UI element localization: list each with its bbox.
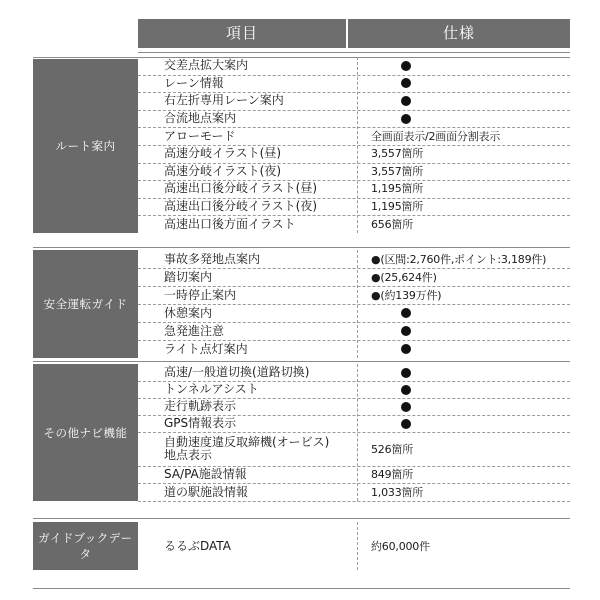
item-value bbox=[371, 215, 569, 233]
supported-dot-cell bbox=[371, 364, 569, 381]
supported-dot-icon bbox=[401, 61, 411, 71]
item-name: 急発進注意 bbox=[164, 323, 225, 338]
table-row bbox=[138, 215, 570, 233]
table-row bbox=[138, 268, 570, 287]
item-name: GPS情報表示 bbox=[164, 416, 237, 430]
table-row bbox=[138, 398, 570, 416]
item-name: るるぶDATA bbox=[164, 538, 231, 553]
section-2 bbox=[0, 364, 600, 501]
item-value-text: ●(区間:2,760件,ポイント:3,189件) bbox=[371, 252, 547, 266]
item-name: 高速分岐イラスト(夜) bbox=[164, 163, 282, 178]
item-value-text: 1,033箇所 bbox=[371, 485, 424, 499]
table-row bbox=[138, 432, 570, 467]
item-value bbox=[371, 483, 569, 501]
table-row bbox=[138, 163, 570, 182]
item-value bbox=[371, 432, 569, 466]
category-label: その他ナビ機能 bbox=[33, 364, 138, 501]
section-divider bbox=[33, 588, 570, 589]
item-value-text: 3,557箇所 bbox=[371, 147, 424, 161]
item-name: 一時停止案内 bbox=[164, 287, 237, 302]
section-3 bbox=[0, 522, 600, 570]
item-value bbox=[371, 127, 569, 145]
item-value bbox=[371, 286, 569, 304]
supported-dot-icon bbox=[401, 114, 411, 124]
table-row bbox=[138, 92, 570, 111]
item-value bbox=[371, 145, 569, 163]
header-spec: 仕様 bbox=[348, 19, 570, 48]
item-name: 高速出口後方面イラスト bbox=[164, 216, 296, 231]
item-name: 右左折専用レーン案内 bbox=[164, 93, 284, 108]
supported-dot-icon bbox=[401, 402, 411, 412]
supported-dot-icon bbox=[401, 385, 411, 395]
item-value-text: 1,195箇所 bbox=[371, 200, 424, 214]
supported-dot-cell bbox=[371, 340, 569, 358]
supported-dot-cell bbox=[371, 398, 569, 415]
table-row bbox=[138, 286, 570, 305]
item-value-text: 3,557箇所 bbox=[371, 164, 424, 178]
item-value-text: 656箇所 bbox=[371, 217, 413, 231]
item-value-text: 849箇所 bbox=[371, 468, 413, 481]
table-row bbox=[138, 180, 570, 199]
item-value bbox=[371, 163, 569, 181]
table-row bbox=[138, 250, 570, 269]
item-value-text: 約60,000件 bbox=[371, 539, 430, 553]
table-row bbox=[138, 466, 570, 484]
item-name: 高速出口後分岐イラスト(昼) bbox=[164, 181, 318, 196]
supported-dot-cell bbox=[371, 57, 569, 75]
table-row bbox=[138, 522, 570, 570]
category-label: 安全運転ガイド bbox=[33, 250, 138, 358]
supported-dot-icon bbox=[401, 419, 411, 429]
item-value bbox=[371, 180, 569, 198]
item-value-text: 1,195箇所 bbox=[371, 182, 424, 196]
item-name: ライト点灯案内 bbox=[164, 341, 248, 356]
header-item: 項目 bbox=[138, 19, 346, 48]
table-row bbox=[138, 110, 570, 129]
table-row bbox=[138, 145, 570, 164]
section-0 bbox=[0, 57, 600, 233]
supported-dot-cell bbox=[371, 322, 569, 340]
table-row bbox=[138, 415, 570, 433]
table-row bbox=[138, 340, 570, 358]
supported-dot-icon bbox=[401, 344, 411, 354]
item-name: 高速/一般道切換(道路切換) bbox=[164, 365, 310, 379]
item-value-text: 全画面表示/2画面分割表示 bbox=[371, 129, 501, 143]
item-value bbox=[371, 250, 569, 268]
item-name-line2: 地点表示 bbox=[164, 448, 213, 462]
table-row bbox=[138, 57, 570, 76]
item-name: SA/PA施設情報 bbox=[164, 467, 247, 481]
supported-dot-cell bbox=[371, 304, 569, 322]
item-name: 踏切案内 bbox=[164, 269, 213, 284]
section-divider bbox=[33, 361, 570, 362]
item-name: 高速出口後分岐イラスト(夜) bbox=[164, 199, 318, 214]
table-row bbox=[138, 483, 570, 502]
item-name: 交差点拡大案内 bbox=[164, 58, 249, 73]
table-row bbox=[138, 304, 570, 323]
supported-dot-cell bbox=[371, 92, 569, 110]
item-value-text: 526箇所 bbox=[371, 442, 413, 456]
category-label: ルート案内 bbox=[33, 59, 138, 233]
table-row bbox=[138, 198, 570, 217]
table-row bbox=[138, 127, 570, 146]
item-name: 事故多発地点案内 bbox=[164, 251, 261, 266]
supported-dot-icon bbox=[401, 326, 411, 336]
supported-dot-cell bbox=[371, 415, 569, 432]
supported-dot-cell bbox=[371, 110, 569, 128]
section-1 bbox=[0, 250, 600, 358]
item-value-text: ●(約139万件) bbox=[371, 288, 442, 302]
supported-dot-cell bbox=[371, 381, 569, 398]
supported-dot-icon bbox=[401, 308, 411, 318]
item-name: 道の駅施設情報 bbox=[164, 484, 249, 499]
item-name bbox=[164, 432, 364, 466]
section-divider bbox=[33, 247, 570, 248]
item-name-line1: 自動速度違反取締機(オービス) bbox=[164, 435, 330, 449]
header-divider bbox=[138, 52, 570, 53]
item-name: トンネルアシスト bbox=[164, 382, 259, 396]
supported-dot-icon bbox=[401, 96, 411, 106]
item-name: 合流地点案内 bbox=[164, 111, 237, 126]
item-name: レーン情報 bbox=[164, 75, 224, 90]
supported-dot-icon bbox=[401, 78, 411, 88]
table-row bbox=[138, 75, 570, 94]
category-label: ガイドブックデータ bbox=[33, 522, 138, 570]
item-value bbox=[371, 466, 569, 483]
item-value bbox=[371, 198, 569, 216]
table-row bbox=[138, 364, 570, 382]
supported-dot-icon bbox=[401, 368, 411, 378]
table-row bbox=[138, 322, 570, 341]
item-name: アローモード bbox=[164, 128, 236, 143]
item-value-text: ●(25,624件) bbox=[371, 270, 437, 284]
item-name: 走行軌跡表示 bbox=[164, 399, 237, 413]
item-name: 高速分岐イラスト(昼) bbox=[164, 146, 282, 161]
item-name: 休憩案内 bbox=[164, 305, 213, 320]
item-value bbox=[371, 522, 569, 570]
supported-dot-cell bbox=[371, 75, 569, 93]
section-divider bbox=[33, 518, 570, 519]
table-row bbox=[138, 381, 570, 399]
item-value bbox=[371, 268, 569, 286]
